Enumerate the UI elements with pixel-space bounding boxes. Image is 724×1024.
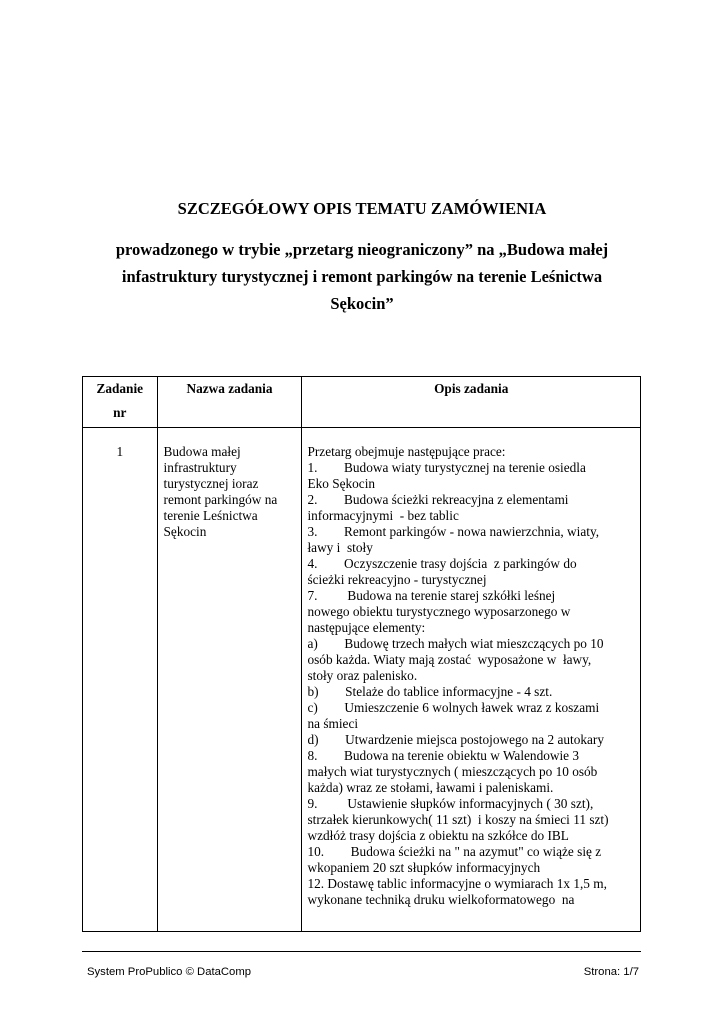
footer-divider xyxy=(82,951,641,952)
description-line: Eko Sękocin xyxy=(307,476,376,491)
description-line: 9. Ustawienie słupków informacyjnych ( 30 szt), xyxy=(307,796,594,811)
description-line: ścieżki rekreacyjno - turystycznej xyxy=(307,572,487,587)
description-line: nowego obiektu turystycznego wyposarzonego w xyxy=(307,604,571,619)
description-line: 10. Budowa ścieżki na " na azymut" co wiąże się z xyxy=(307,844,602,859)
footer-page-number: Strona: 1/7 xyxy=(583,966,639,978)
description-line: 1. Budowa wiaty turystycznej na terenie osiedla xyxy=(307,460,586,475)
description-line: b) Stelaże do tablice informacyjne - 4 szt. xyxy=(307,684,553,699)
description-line: wzdłóż trasy dojścia z obiektu na szkółce do IBL xyxy=(307,828,569,843)
header-number-line1: Zadanie xyxy=(96,381,144,396)
document-subtitle xyxy=(90,236,634,317)
task-description xyxy=(302,428,640,908)
task-table xyxy=(82,376,641,932)
description-line: strzałek kierunkowych( 11 szt) i koszy na śmieci 11 szt) xyxy=(307,812,609,827)
description-line: informacyjnymi - bez tablic xyxy=(307,508,459,523)
header-description: Opis zadania xyxy=(434,381,509,396)
description-line: 12. Dostawę tablic informacyjne o wymiarach 1x 1,5 m, xyxy=(307,876,607,891)
header-cell-name xyxy=(157,377,302,428)
description-line: ławy i stoły xyxy=(307,540,373,555)
task-name-cell xyxy=(157,428,302,932)
description-line: c) Umieszczenie 6 wolnych ławek wraz z koszami xyxy=(307,700,600,715)
description-line: stoły oraz palenisko. xyxy=(307,668,418,683)
description-line: 4. Oczyszczenie trasy dojścia z parkingów do xyxy=(307,556,577,571)
description-line: 8. Budowa na terenie obiektu w Walendowie 3 xyxy=(307,748,580,763)
description-line: wkopaniem 20 szt słupków informacyjnych xyxy=(307,860,541,875)
footer-system-label: System ProPublico © DataComp xyxy=(87,966,252,978)
task-description-cell xyxy=(302,428,641,932)
description-line: 3. Remont parkingów - nowa nawierzchnia, wiaty, xyxy=(307,524,600,539)
task-name: Budowa małej infrastruktury turystycznej ioraz remont parkingów na terenie Leśnictwa Sękocin xyxy=(163,444,278,539)
description-line: osób każda. Wiaty mają zostać wyposażone w ławy, xyxy=(307,652,592,667)
task-number-cell xyxy=(83,428,158,932)
subtitle-line: prowadzonego w trybie „przetarg nieograniczony” na „Budowa małej xyxy=(115,240,609,259)
description-line: 7. Budowa na terenie starej szkółki leśnej xyxy=(307,588,556,603)
task-number: 1 xyxy=(116,444,124,459)
subtitle-line: infastruktury turystycznej i remont parkingów na terenie Leśnictwa xyxy=(121,267,603,286)
description-line: wykonane techniką druku wielkoformatowego na xyxy=(307,892,575,907)
description-line: Przetarg obejmuje następujące prace: xyxy=(307,444,506,459)
header-name: Nazwa zadania xyxy=(186,381,273,396)
description-line: następujące elementy: xyxy=(307,620,426,635)
description-line: a) Budowę trzech małych wiat mieszczących po 10 xyxy=(307,636,604,651)
table-header-row xyxy=(83,377,641,428)
description-line: d) Utwardzenie miejsca postojowego na 2 autokary xyxy=(307,732,604,747)
table-row xyxy=(83,428,641,932)
description-line: 2. Budowa ścieżki rekreacyjna z elementami xyxy=(307,492,569,507)
description-line: małych wiat turystycznych ( mieszczących po 10 osób xyxy=(307,764,598,779)
header-cell-description xyxy=(302,377,641,428)
description-line: każda) wraz ze stołami, ławami i paleniskami. xyxy=(307,780,554,795)
document-title: SZCZEGÓŁOWY OPIS TEMATU ZAMÓWIENIA xyxy=(177,199,547,218)
description-line: na śmieci xyxy=(307,716,359,731)
subtitle-line: Sękocin” xyxy=(330,294,394,313)
header-cell-number xyxy=(83,377,158,428)
header-number-line2: nr xyxy=(113,405,127,420)
